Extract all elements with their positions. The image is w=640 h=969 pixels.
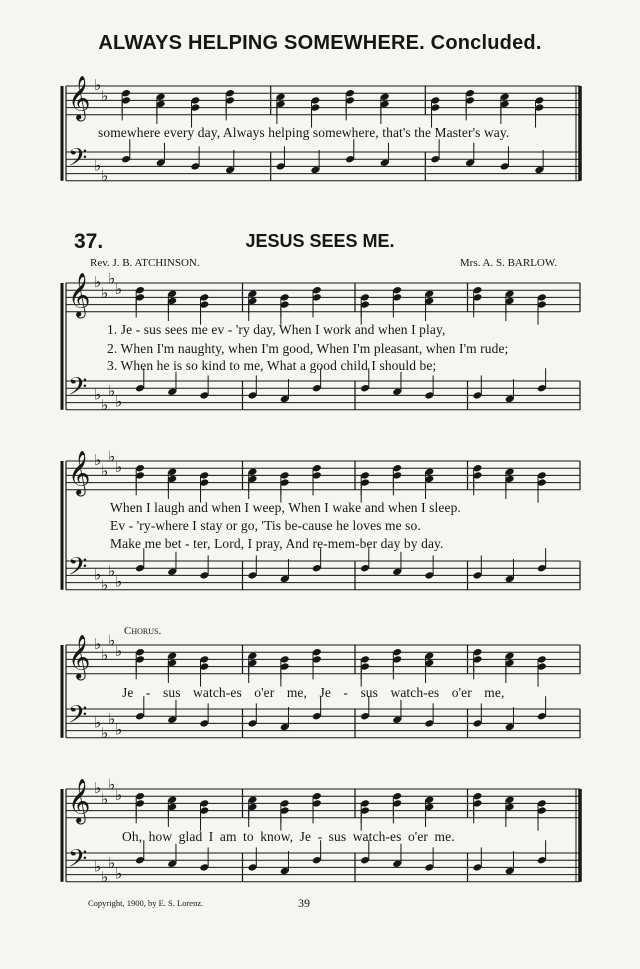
lyric-line-verse-3-cont: Make me bet - ter, Lord, I pray, And re-mem-ber day by day. [110,536,444,551]
flat-sign: ♭ [115,280,123,299]
flat-sign: ♭ [94,76,102,94]
treble-clef-icon: 𝄞 [68,634,91,679]
flat-sign: ♭ [94,779,102,797]
bass-clef-icon: 𝄢 [68,143,88,179]
flat-sign: ♭ [101,576,109,595]
flat-sign: ♭ [108,631,116,650]
hymn-number: 37. [74,230,104,253]
lyric-line-chorus-2: Oh, how glad I am to know, Je - sus watch-es o'er me. [122,829,455,844]
lyric-line-verse-2-cont: Ev - 'ry-where I stay or go, 'Tis be-cause he loves me so. [110,518,421,533]
treble-clef-icon: 𝄞 [68,778,91,823]
flat-sign: ♭ [108,269,116,288]
chorus-label: Chorus. [124,625,162,637]
flat-sign: ♭ [101,724,109,743]
lyric-line-prev: somewhere every day, Always helping somewhere, that's the Master's way. [98,125,510,140]
flat-sign: ♭ [108,775,116,794]
hymn-title: JESUS SEES ME. [245,231,395,251]
lyric-line-verse-1-cont: When I laugh and when I weep, When I wake and when I sleep. [110,500,461,515]
words-credit: Rev. J. B. ATCHINSON. [90,257,200,269]
lyric-line-verse-2: 2. When I'm naughty, when I'm good, When I'm pleasant, when I'm rude; [107,341,509,356]
lyric-line-verse-1: 1. Je - sus sees me ev - 'ry day, When I work and when I play, [107,322,446,337]
flat-sign: ♭ [101,868,109,887]
bass-clef-icon: 𝄢 [68,552,88,588]
treble-clef-icon: 𝄞 [68,272,91,317]
bass-clef-icon: 𝄢 [68,372,88,408]
flat-sign: ♭ [115,458,123,477]
flat-sign: ♭ [94,156,102,175]
flat-sign: ♭ [101,167,109,186]
flat-sign: ♭ [108,709,116,728]
flat-sign: ♭ [94,385,102,404]
flat-sign: ♭ [101,86,109,105]
flat-sign: ♭ [108,561,116,580]
treble-clef-icon: 𝄞 [68,75,91,120]
bass-clef-icon: 𝄢 [68,844,88,880]
lyric-line-chorus-1: Je - sus watch-es o'er me, Je - sus watch-es o'er me, [122,685,505,700]
flat-sign: ♭ [115,642,123,661]
flat-sign: ♭ [94,451,102,469]
flat-sign: ♭ [115,720,123,739]
treble-clef-icon: 𝄞 [68,450,91,495]
flat-sign: ♭ [101,396,109,415]
bass-clef-icon: 𝄢 [68,700,88,736]
music-credit: Mrs. A. S. BARLOW. [459,257,557,269]
flat-sign: ♭ [101,645,109,664]
flat-sign: ♭ [108,853,116,872]
page-title: ALWAYS HELPING SOMEWHERE. Concluded. [98,32,542,54]
flat-sign: ♭ [115,392,123,411]
flat-sign: ♭ [101,461,109,480]
flat-sign: ♭ [115,864,123,883]
flat-sign: ♭ [94,565,102,584]
flat-sign: ♭ [94,713,102,732]
page-number: 39 [298,896,310,910]
flat-sign: ♭ [101,283,109,302]
flat-sign: ♭ [108,381,116,400]
flat-sign: ♭ [94,857,102,876]
flat-sign: ♭ [108,447,116,466]
copyright: Copyright, 1900, by E. S. Lorenz. [88,898,204,908]
lyric-line-verse-3: 3. When he is so kind to me, What a good child I should be; [107,358,437,373]
flat-sign: ♭ [115,572,123,591]
flat-sign: ♭ [115,786,123,805]
flat-sign: ♭ [94,273,102,291]
flat-sign: ♭ [101,789,109,808]
flat-sign: ♭ [94,635,102,653]
